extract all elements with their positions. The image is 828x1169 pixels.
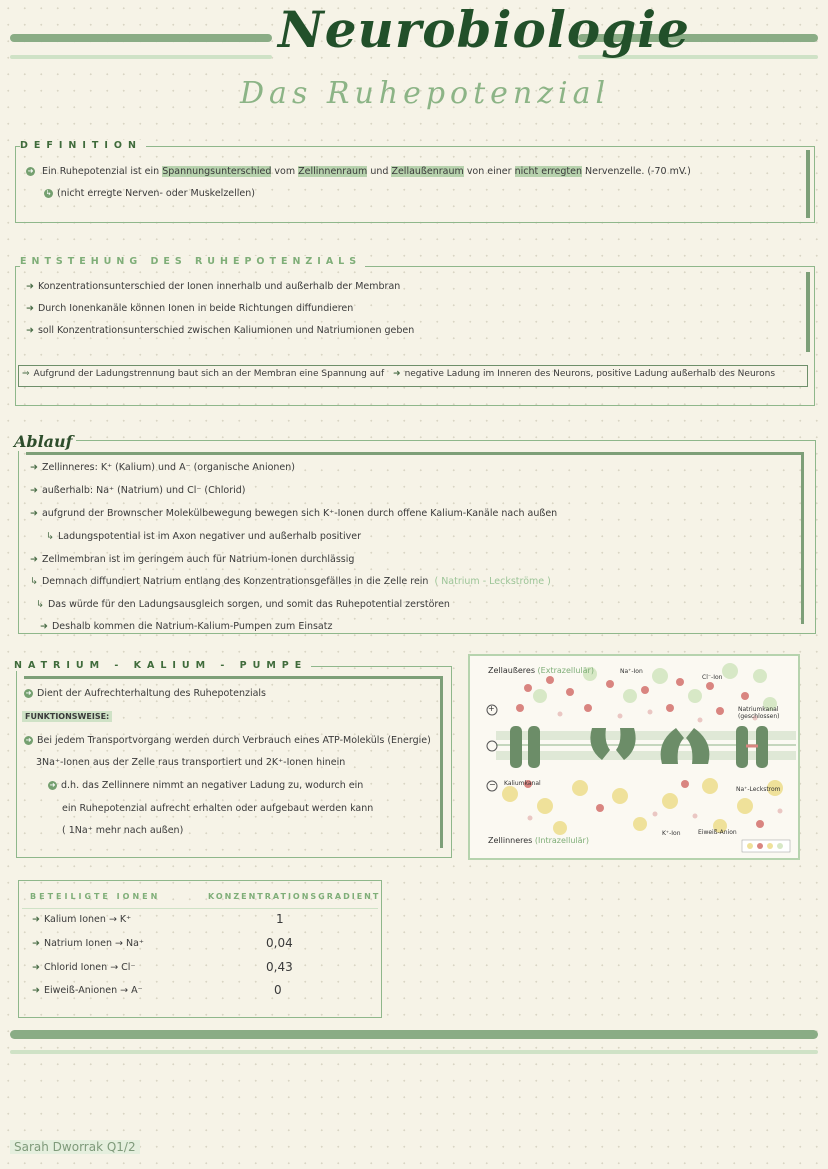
ablauf-item-4: ↳ Ladungspotential ist im Axon negativer und außerhalb positiver (46, 531, 362, 542)
membrane-diagram (468, 654, 800, 860)
membrane-illustration (470, 656, 798, 858)
ablauf-shadow-top (26, 452, 804, 455)
header-bar-left (10, 34, 272, 42)
header-bar-left-thin (10, 55, 272, 59)
return-arrow-icon: ↳ (46, 531, 54, 542)
arrow-icon: ➜ (32, 938, 40, 949)
leckstrom-label: Na⁺-Leckstrom (736, 786, 781, 793)
arrow-icon: ➜ (30, 485, 38, 496)
pumpe-line-1: ➜ Dient der Aufrechterhaltung des Ruhepotenzials (25, 688, 266, 699)
ion-row-3: ➜ Chlorid Ionen → Cl⁻ (32, 962, 136, 973)
pumpe-shadow-top (24, 676, 442, 679)
footer-bar (10, 1030, 818, 1039)
ions-heading: BETEILIGTE IONEN (30, 892, 161, 901)
ablauf-item-1: ➜ Zellinneres: K⁺ (Kalium) und A⁻ (organische Anionen) (30, 462, 295, 473)
return-arrow-icon: ↳ (36, 599, 44, 610)
arrow-icon: ➜ (30, 462, 38, 473)
ablauf-item-5: ➜ Zellmembran ist im geringem auch für Natrium-Ionen durchlässig (30, 554, 355, 565)
ion-value-2: 0,04 (266, 936, 293, 950)
plus-sign: + (488, 704, 495, 713)
ions-divider (22, 908, 378, 909)
ion-value-1: 1 (276, 912, 284, 926)
diagram-bottom-label: Zellinneres (Intrazellulär) (488, 836, 589, 845)
arrow-icon: ➜ (26, 325, 34, 336)
author-footer: Sarah Dworrak Q1/2 (10, 1140, 140, 1154)
natriumkanal-label: Natriumkanal (geschlossen) (738, 706, 780, 720)
arrow-icon: ➜ (393, 369, 401, 379)
ion-row-4: ➜ Eiweiß-Anionen → A⁻ (32, 985, 143, 996)
bullet-icon: ➜ (25, 689, 32, 697)
pumpe-line-2: ➜ Bei jedem Transportvorgang werden durch Verbrauch eines ATP-Moleküls (Energie) (25, 735, 431, 746)
pumpe-line-6: ( 1Na⁺ mehr nach außen) (62, 825, 184, 836)
entstehung-item-1: ➜ Konzentrationsunterschied der Ionen innerhalb und außerhalb der Membran (26, 281, 401, 292)
minus-sign: − (489, 780, 496, 789)
bullet-icon: ➜ (27, 167, 34, 175)
return-arrow-icon: ↳ (45, 189, 52, 197)
arrow-icon: ➜ (40, 621, 48, 632)
arrow-icon: ➜ (30, 508, 38, 519)
ablauf-item-3: ➜ aufgrund der Brownscher Molekülbewegung bewegen sich K⁺-Ionen durch offene Kalium-Kanäle nach außen (30, 508, 558, 519)
charge-markers (487, 705, 497, 791)
k-ion-label: K⁺-Ion (662, 830, 681, 837)
ions-heading-2: KONZENTRATIONSGRADIENT (208, 892, 381, 901)
definition-heading: DEFINITION (20, 140, 146, 151)
ion-row-1: ➜ Kalium Ionen → K⁺ (32, 914, 132, 925)
return-arrow-icon: ↳ (30, 576, 38, 587)
pumpe-line-4: ➜ d.h. das Zellinnere nimmt an negativer Ladung zu, wodurch ein (49, 780, 364, 791)
ion-value-3: 0,43 (266, 960, 293, 974)
arrow-icon: ➜ (32, 962, 40, 973)
eiweiss-label: Eiweiß-Anion (698, 829, 737, 836)
arrow-icon: ➜ (26, 281, 34, 292)
arrow-icon: ➜ (32, 914, 40, 925)
diagram-top-label: Zellaußeres (Extrazellulär) (488, 666, 594, 675)
ablauf-item-8: ➜ Deshalb kommen die Natrium-Kalium-Pumpen zum Einsatz (40, 621, 333, 632)
funktionsweise-label: FUNKTIONSWEISE: (22, 711, 112, 722)
entstehung-shadow (806, 272, 810, 352)
pumpe-line-5: ein Ruhepotenzial aufrecht erhalten oder aufgebaut werden kann (62, 803, 374, 814)
na-ion-label: Na⁺-Ion (620, 668, 643, 675)
cl-ion-label: Cl⁻-Ion (702, 674, 723, 681)
bullet-icon: ➜ (49, 781, 56, 789)
footer-bar-thin (10, 1050, 818, 1054)
ion-value-4: 0 (274, 983, 282, 997)
arrow-icon: ➜ (30, 554, 38, 565)
pumpe-shadow-right (440, 676, 443, 848)
definition-box (15, 146, 815, 223)
definition-line-1: ➜ Ein Ruhepotenzial ist ein Spannungsunterschied vom Zellinnenraum und Zellaußenraum von einer nicht erregten Nervenzelle. (-70 mV.) (27, 166, 691, 177)
ablauf-item-7: ↳ Das würde für den Ladungsausgleich sorgen, und somit das Ruhepotential zerstören (36, 599, 450, 610)
page-title: Neurobiologie (278, 0, 690, 59)
arrow-icon: ➜ (32, 985, 40, 996)
definition-line-2: ↳ (nicht erregte Nerven- oder Muskelzellen) (45, 188, 256, 199)
entstehung-item-3: ➜ soll Konzentrationsunterschied zwischen Kaliumionen und Natriumionen geben (26, 325, 415, 336)
ablauf-item-2: ➜ außerhalb: Na⁺ (Natrium) und Cl⁻ (Chlorid) (30, 485, 246, 496)
entstehung-summary: ⇒ Aufgrund der Ladungstrennung baut sich an der Membran eine Spannung auf ➜ negative Ladung im Inneren des Neurons, positive Ladung außerhalb des Neurons (22, 369, 776, 379)
pumpe-heading: NATRIUM - KALIUM - PUMPE (14, 660, 311, 671)
kaliumkanal-label: Kaliumkanal (504, 780, 541, 787)
ion-row-2: ➜ Natrium Ionen → Na⁺ (32, 938, 144, 949)
entstehung-heading: ENTSTEHUNG DES RUHEPOTENZIALS (20, 256, 365, 267)
bullet-icon: ➜ (25, 736, 32, 744)
ablauf-shadow-right (801, 452, 804, 624)
entstehung-item-2: ➜ Durch Ionenkanäle können Ionen in beide Richtungen diffundieren (26, 303, 354, 314)
arrow-icon: ⇒ (22, 369, 30, 379)
pumpe-line-3: 3Na⁺-Ionen aus der Zelle raus transportiert und 2K⁺-Ionen hinein (36, 757, 346, 768)
page-subtitle: Das Ruhepotenzial (240, 76, 611, 111)
arrow-icon: ➜ (26, 303, 34, 314)
ablauf-item-6: ↳ Demnach diffundiert Natrium entlang des Konzentrationsgefälles in die Zelle rein ( Natrium - Leckströme ) (30, 576, 551, 587)
ablauf-heading: Ablauf (14, 432, 76, 451)
